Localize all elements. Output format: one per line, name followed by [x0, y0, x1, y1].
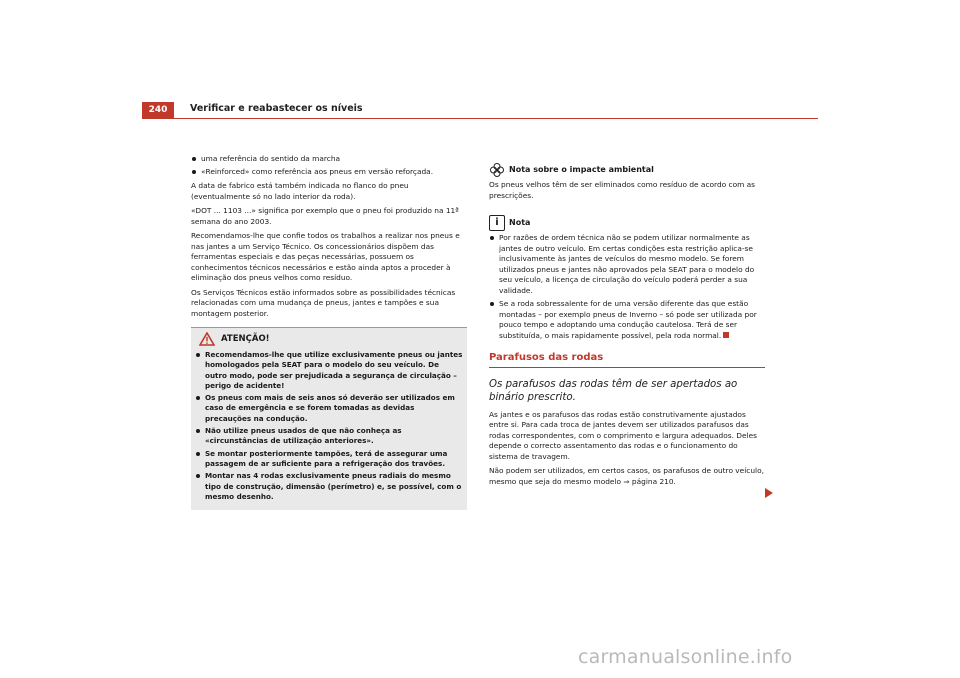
next-page-arrow-icon[interactable] — [765, 488, 773, 498]
note-header — [489, 215, 765, 231]
list-item: «Reinforced» como referência aos pneus em versão reforçada. — [191, 167, 467, 178]
warning-box — [191, 327, 467, 510]
page-header — [142, 102, 818, 118]
warning-item: Recomendamos-lhe que utilize exclusivamente pneus ou jantes homologados pela SEAT para o modelo do seu veículo. De outro modo, pode ser prejudicada a segurança de circulação – perigo de acidente! — [195, 350, 463, 391]
env-note-text: Os pneus velhos têm de ser eliminados como resíduo de acordo com as prescrições. — [489, 180, 756, 200]
note-item-text: Se a roda sobressalente for de uma versão diferente das que estão montadas – por exemplo pneus de Inverno – só pode ser utilizada por pouco tempo e adoptando uma condução cautelosa. Terá de ser substituída, o mais rapidamente possível, pela roda normal. — [499, 299, 757, 340]
list-item: uma referência do sentido da marcha — [191, 154, 467, 165]
end-mark-icon — [723, 332, 729, 338]
warning-item: Se montar posteriormente tampões, terá de assegurar uma passagem de ar suficiente para a refrigeração dos travões. — [195, 449, 463, 470]
page-number: 240 — [142, 102, 174, 118]
warning-item: Os pneus com mais de seis anos só deverão ser utilizados em caso de emergência e se forem tomadas as devidas precauções na condução. — [195, 393, 463, 424]
warning-item: Não utilize pneus usados de que não conheça as «circunstâncias de utilização anteriores». — [195, 426, 463, 447]
warning-header — [195, 328, 463, 350]
paragraph: Recomendamos-lhe que confie todos os trabalhos a realizar nos pneus e nas jantes a um Serviço Técnico. Os concessionários dispõem das ferramentas especiais e das peças necessárias, possuem os conhecimentos técnicos necessários e estão ainda aptos a proceder à eliminação dos pneus velhos como resíduo. — [191, 231, 460, 282]
paragraph: Os Serviços Técnicos estão informados sobre as possibilidades técnicas relacionadas com uma mudança de pneus, jantes e tampões e sua montagem posterior. — [191, 287, 456, 318]
warning-item: Montar nas 4 rodas exclusivamente pneus radiais do mesmo tipo de construção, dimensão (perímetro) e, se possível, com o mesmo desenho. — [195, 471, 463, 502]
env-note-header — [489, 162, 765, 178]
left-column — [191, 154, 467, 510]
watermark: carmanualsonline.info — [578, 646, 793, 668]
header-rule — [142, 118, 818, 119]
note-title: Nota — [509, 217, 531, 227]
chapter-title: Verificar e reabastecer os níveis — [190, 103, 363, 114]
section-title: Parafusos das rodas — [489, 353, 765, 368]
note-item: Por razões de ordem técnica não se podem utilizar normalmente as jantes de outro veículo. Em certas condições esta restrição aplica-se inclusivamente às jantes de veículos do mesmo modelo. Se forem utilizados pneus e jantes não aprovados pela SEAT para o modelo do seu veículo, a licença de circulação do veículo poderá perder a sua validade. — [489, 233, 765, 296]
warning-triangle-icon — [199, 332, 215, 346]
paragraph: «DOT ... 1103 ...» significa por exemplo que o pneu foi produzido na 11ª semana do ano 2003. — [191, 206, 459, 226]
paragraph: As jantes e os parafusos das rodas estão construtivamente ajustados entre si. Para cada troca de jantes devem ser utilizados parafusos das rodas correspondentes, com o comprimento e largura adequados. Deles depende o correcto assentamento das rodas e o funcionamento do sistema de travagem. — [489, 409, 757, 461]
section-subtitle: Os parafusos das rodas têm de ser apertados ao binário prescrito. — [489, 378, 738, 403]
paragraph: A data de fabrico está também indicada no flanco do pneu (eventualmente só no lado interior da roda). — [191, 181, 409, 201]
warning-title: ATENÇÃO! — [221, 334, 270, 345]
note-info-icon: i — [489, 215, 505, 231]
right-column — [489, 162, 765, 491]
paragraph: Não podem ser utilizados, em certos casos, os parafusos de outro veículo, mesmo que seja do mesmo modelo ⇒ página 210. — [489, 466, 764, 486]
env-note-title: Nota sobre o impacte ambiental — [509, 164, 654, 174]
note-item — [489, 299, 765, 341]
environment-flower-icon — [489, 162, 505, 178]
